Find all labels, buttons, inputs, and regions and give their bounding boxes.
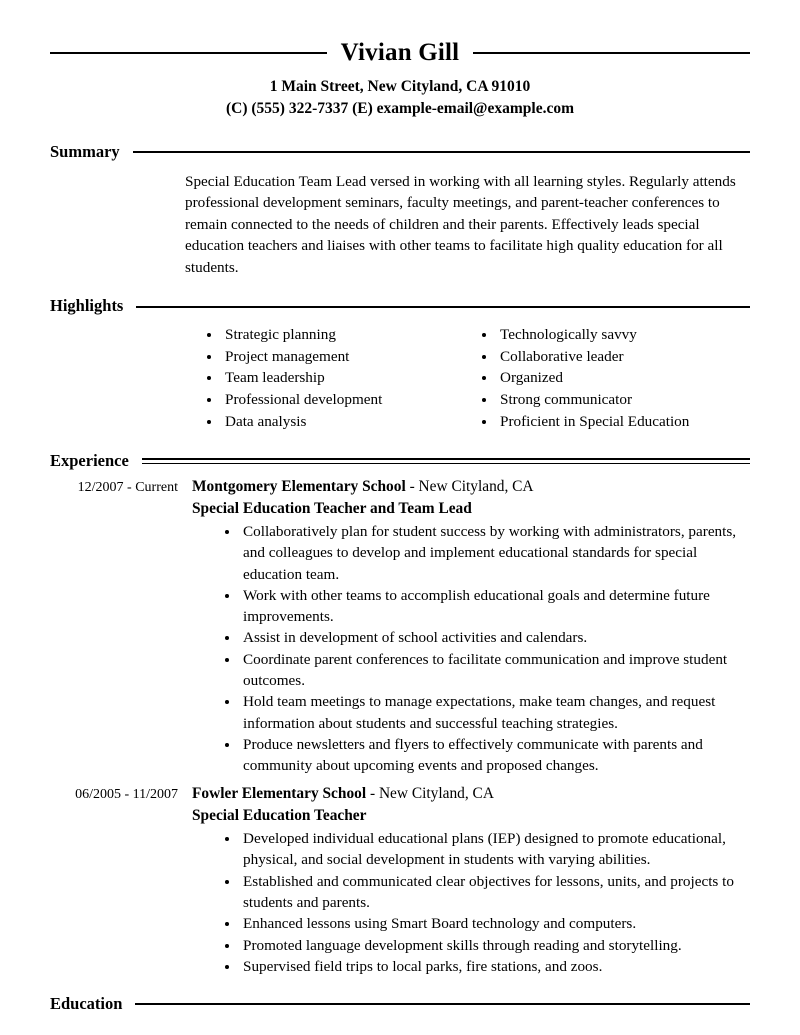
list-item: Enhanced lessons using Smart Board technology and computers. bbox=[218, 913, 750, 934]
experience-entry bbox=[50, 783, 750, 977]
contact-block bbox=[50, 76, 750, 120]
section-header-summary bbox=[50, 144, 750, 161]
job-role: Special Education Teacher and Team Lead bbox=[192, 500, 472, 518]
summary-text: Special Education Team Lead versed in working with all learning styles. Regularly attends professional development seminars, faculty meetings, and parent-teacher conferences to remain connected to the needs of children and their parents. Effectively leads special education teachers and liaises with other teams to facilitate high quality education for all students. bbox=[185, 172, 736, 276]
list-item: Technologically savvy bbox=[475, 324, 750, 345]
job-company: Fowler Elementary School bbox=[192, 785, 367, 803]
job-details bbox=[178, 476, 750, 776]
job-bullets bbox=[218, 828, 750, 977]
section-header-experience bbox=[50, 450, 750, 470]
list-item: Established and communicated clear objectives for lessons, units, and projects to students and parents. bbox=[218, 871, 750, 914]
section-title-highlights: Highlights bbox=[50, 296, 124, 316]
list-item: Developed individual educational plans (IEP) designed to promote educational, physical, and social development in students with varying abilities. bbox=[218, 828, 750, 871]
list-item: Professional development bbox=[200, 389, 475, 410]
list-item: Project management bbox=[200, 346, 475, 367]
section-rule-summary bbox=[133, 151, 750, 153]
list-item: Strategic planning bbox=[200, 324, 475, 345]
job-role: Special Education Teacher bbox=[192, 807, 367, 825]
job-dates: 12/2007 - Current bbox=[77, 480, 178, 496]
section-rule-experience bbox=[142, 458, 750, 464]
list-item: Assist in development of school activities and calendars. bbox=[218, 627, 750, 648]
section-header-education bbox=[50, 996, 750, 1013]
highlights-body bbox=[200, 324, 750, 433]
job-bullets bbox=[218, 521, 750, 776]
list-item: Supervised field trips to local parks, fire stations, and zoos. bbox=[218, 956, 750, 977]
section-title-summary: Summary bbox=[50, 142, 120, 161]
list-item: Hold team meetings to manage expectations, make team changes, and request information about students and successful teaching strategies. bbox=[218, 691, 750, 734]
highlights-list-right bbox=[475, 324, 750, 432]
list-item: Proficient in Special Education bbox=[475, 411, 750, 432]
job-company-line bbox=[192, 783, 750, 805]
name-rule-left bbox=[50, 52, 327, 54]
list-item: Work with other teams to accomplish educational goals and determine future improvements. bbox=[218, 585, 750, 628]
experience-entry bbox=[50, 476, 750, 776]
list-item: Collaborative leader bbox=[475, 346, 750, 367]
list-item: Team leadership bbox=[200, 367, 475, 388]
section-title-education: Education bbox=[50, 994, 123, 1014]
job-details bbox=[178, 783, 750, 977]
contact-phone-email: (C) (555) 322-7337 (E) example-email@example.com bbox=[225, 100, 574, 117]
list-item: Strong communicator bbox=[475, 389, 750, 410]
resume-content bbox=[50, 0, 750, 1013]
job-dates: 06/2005 - 11/2007 bbox=[75, 787, 178, 803]
section-title-experience: Experience bbox=[50, 450, 129, 470]
contact-address: 1 Main Street, New Cityland, CA 91010 bbox=[269, 78, 531, 95]
highlights-list-left bbox=[200, 324, 475, 432]
highlights-column-right bbox=[475, 324, 750, 433]
job-company: Montgomery Elementary School bbox=[192, 478, 406, 496]
resume-header bbox=[50, 40, 750, 65]
section-header-highlights bbox=[50, 298, 750, 315]
list-item: Produce newsletters and flyers to effectively communicate with parents and community about upcoming events and proposed changes. bbox=[218, 734, 750, 777]
list-item: Collaboratively plan for student success by working with administrators, parents, and colleagues to develop and implement educational standards for special education team. bbox=[218, 521, 750, 585]
list-item: Organized bbox=[475, 367, 750, 388]
list-item: Promoted language development skills through reading and storytelling. bbox=[218, 935, 750, 956]
name-rule-right bbox=[473, 52, 750, 54]
job-location: - New Cityland, CA bbox=[366, 785, 494, 803]
job-location: - New Cityland, CA bbox=[405, 478, 534, 496]
highlights-column-left bbox=[200, 324, 475, 433]
summary-body bbox=[185, 171, 750, 279]
list-item: Data analysis bbox=[200, 411, 475, 432]
section-rule-education bbox=[135, 1003, 750, 1005]
candidate-name: Vivian Gill bbox=[340, 39, 460, 66]
list-item: Coordinate parent conferences to facilitate communication and improve student outcomes. bbox=[218, 649, 750, 692]
job-company-line bbox=[192, 476, 750, 498]
section-rule-highlights bbox=[136, 306, 750, 308]
